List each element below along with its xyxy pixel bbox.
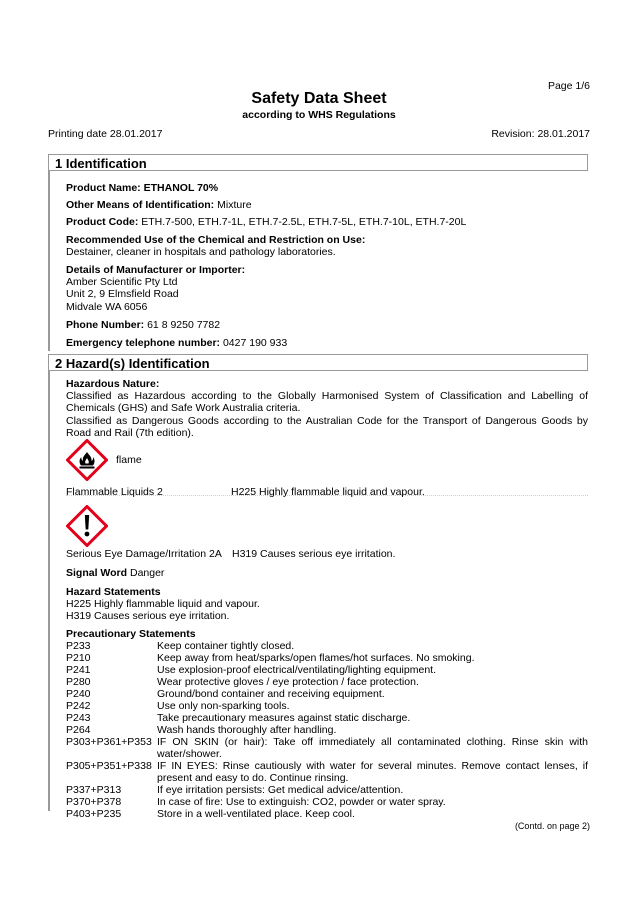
precaution-code: P240 — [66, 688, 91, 700]
product-name — [66, 182, 218, 194]
hazard-statements-label: Hazard Statements — [66, 586, 161, 598]
precaution-code: P305+P351+P338 — [66, 760, 152, 772]
hazardous-nature-paragraph: Classified as Hazardous according to the Globally Harmonised System of Classification and Labelling of Chemicals (GHS) and Safe Work Australia criteria. — [66, 390, 588, 415]
flame-pictogram-icon — [66, 439, 108, 481]
precaution-text: Ground/bond container and receiving equipment. — [157, 688, 385, 700]
recommended-use-label: Recommended Use of the Chemical and Restriction on Use: — [66, 234, 366, 246]
hazardous-nature — [66, 378, 588, 439]
phone-label: Phone Number: — [66, 319, 145, 331]
manufacturer-line: Unit 2, 9 Elmsfield Road — [66, 288, 179, 301]
precaution-text: Use explosion-proof electrical/ventilating/lighting equipment. — [157, 664, 436, 676]
section-2-header: 2 Hazard(s) Identification — [48, 354, 588, 371]
revision-date: Revision: 28.01.2017 — [491, 128, 590, 140]
signal-word — [66, 567, 164, 579]
flammable-statement: H225 Highly flammable liquid and vapour. — [231, 486, 425, 498]
precaution-code: P242 — [66, 700, 91, 712]
signal-word-value: Danger — [129, 567, 165, 579]
precaution-text: Use only non-sparking tools. — [157, 700, 290, 712]
product-name-label: Product Name: — [66, 182, 141, 194]
manufacturer-details — [66, 264, 245, 313]
eye-statement: H319 Causes serious eye irritation. — [232, 548, 396, 560]
precaution-text: Wash hands thoroughly after handling. — [157, 724, 337, 736]
recommended-use — [66, 234, 365, 258]
manufacturer-label: Details of Manufacturer or Importer: — [66, 264, 246, 276]
emergency-telephone — [66, 337, 287, 349]
precaution-code: P241 — [66, 664, 91, 676]
precaution-code: P280 — [66, 676, 91, 688]
printing-date: Printing date 28.01.2017 — [48, 128, 163, 140]
precaution-code: P210 — [66, 652, 91, 664]
precaution-code: P337+P313 — [66, 784, 122, 796]
other-means — [66, 199, 252, 211]
precaution-text: In case of fire: Use to extinguish: CO2, powder or water spray. — [157, 796, 446, 808]
exclamation-pictogram-row — [66, 505, 108, 547]
precaution-code: P243 — [66, 712, 91, 724]
hazardous-nature-label: Hazardous Nature: — [66, 378, 160, 390]
precaution-code: P303+P361+P353 — [66, 736, 152, 748]
phone-number — [66, 319, 220, 331]
page-number: Page 1/6 — [547, 80, 590, 92]
precaution-code: P264 — [66, 724, 91, 736]
other-means-value: Mixture — [217, 199, 252, 211]
hazard-statements — [66, 586, 260, 623]
emergency-value: 0427 190 933 — [222, 337, 288, 349]
hazard-statement: H319 Causes serious eye irritation. — [66, 610, 230, 623]
section-1-header: 1 Identification — [48, 154, 588, 171]
document-subtitle: according to WHS Regulations — [242, 109, 396, 121]
exclamation-pictogram-icon — [66, 505, 108, 547]
flame-label: flame — [116, 453, 142, 466]
precaution-text: Keep away from heat/sparks/open flames/hot surfaces. No smoking. — [157, 652, 475, 664]
emergency-label: Emergency telephone number: — [66, 337, 221, 349]
product-code-label: Product Code: — [66, 216, 139, 228]
precaution-text: Store in a well-ventilated place. Keep cool. — [157, 808, 355, 820]
manufacturer-line: Amber Scientific Pty Ltd — [66, 276, 178, 289]
eye-class: Serious Eye Damage/Irritation 2A — [66, 548, 222, 560]
flammable-class: Flammable Liquids 2 — [66, 486, 163, 498]
precaution-text: Wear protective gloves / eye protection / face protection. — [157, 676, 419, 688]
product-code-value: ETH.7-500, ETH.7-1L, ETH.7-2.5L, ETH.7-5L, ETH.7-10L, ETH.7-20L — [141, 216, 467, 228]
section-2-rule — [48, 371, 50, 811]
signal-word-label: Signal Word — [66, 567, 128, 579]
manufacturer-line: Midvale WA 6056 — [66, 300, 148, 313]
precaution-text: Take precautionary measures against static discharge. — [157, 712, 411, 724]
precaution-code: P233 — [66, 640, 91, 652]
continued-note: (Contd. on page 2) — [514, 821, 590, 831]
document-title: Safety Data Sheet — [251, 90, 387, 107]
precaution-text: IF IN EYES: Rinse cautiously with water for several minutes. Remove contact lenses, if present and easy to do. Continue rinsing. — [157, 760, 588, 785]
hazard-statement: H225 Highly flammable liquid and vapour. — [66, 598, 260, 611]
precaution-code: P403+P235 — [66, 808, 122, 820]
precaution-code: P370+P378 — [66, 796, 122, 808]
flame-pictogram-row — [66, 439, 142, 481]
section-1-rule — [48, 171, 50, 351]
phone-value: 61 8 9250 7782 — [147, 319, 221, 331]
precautionary-label: Precautionary Statements — [66, 628, 196, 640]
other-means-label: Other Means of Identification: — [66, 199, 215, 211]
precaution-text: IF ON SKIN (or hair): Take off immediately all contaminated clothing. Rinse skin with water/shower. — [157, 736, 588, 761]
product-name-value: ETHANOL 70% — [143, 182, 219, 194]
product-code — [66, 216, 466, 228]
precaution-text: Keep container tightly closed. — [157, 640, 295, 652]
recommended-use-value: Destainer, cleaner in hospitals and pathology laboratories. — [66, 246, 336, 259]
hazardous-nature-paragraph: Classified as Dangerous Goods according to the Australian Code for the Transport of Dangerous Goods by Road and Rail (7th edition). — [66, 414, 588, 439]
precaution-text: If eye irritation persists: Get medical advice/attention. — [157, 784, 404, 796]
